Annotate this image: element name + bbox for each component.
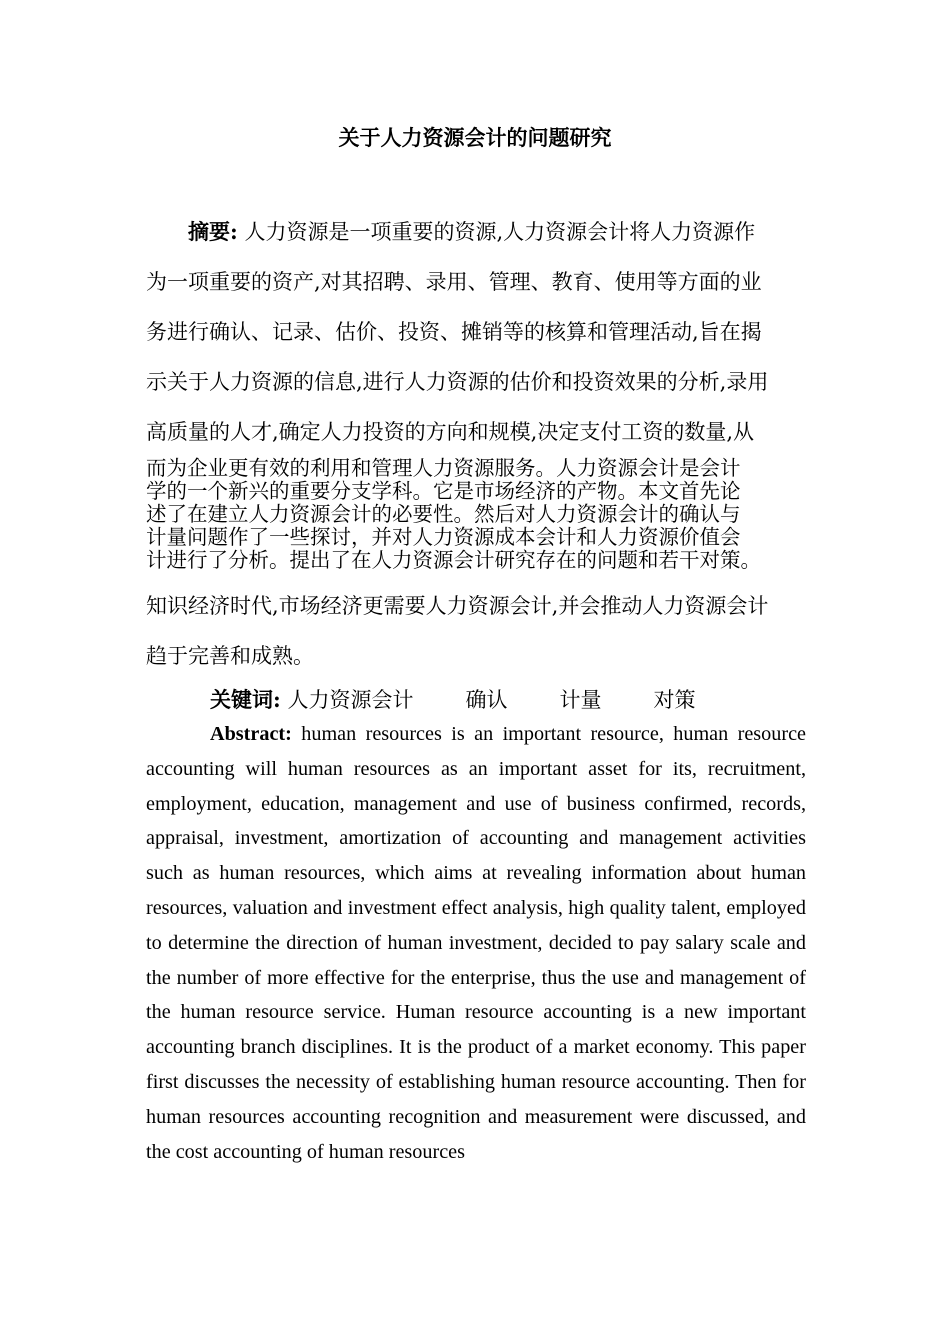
abstract-zh-text: 人力资源是一项重要的资源,人力资源会计将人力资源作 xyxy=(244,220,756,244)
abstract-zh-line-2: 为一项重要的资产,对其招聘、录用、管理、教育、使用等方面的业 xyxy=(146,270,762,294)
abstract-zh-line-7: 学的一个新兴的重要分支学科。它是市场经济的产物。本文首先论 xyxy=(146,479,741,503)
abstract-en-label: Abstract: xyxy=(210,723,292,745)
keyword-term: 对策 xyxy=(653,688,696,712)
abstract-zh-line-3: 务进行确认、记录、估价、投资、摊销等的核算和管理活动,旨在揭 xyxy=(146,320,762,344)
abstract-zh-line-11: 知识经济时代,市场经济更需要人力资源会计,并会推动人力资源会计 xyxy=(146,594,769,618)
keyword-term: 人力资源会计 xyxy=(287,688,414,712)
abstract-zh-line-5: 高质量的人才,确定人力投资的方向和规模,决定支付工资的数量,从 xyxy=(146,420,755,444)
abstract-zh-line-12: 趋于完善和成熟。 xyxy=(146,644,314,668)
keywords-label: 关键词: xyxy=(210,687,281,712)
abstract-zh-line-10: 计进行了分析。提出了在人力资源会计研究存在的问题和若干对策。 xyxy=(146,548,761,572)
abstract-zh-line-4: 示关于人力资源的信息,进行人力资源的估价和投资效果的分析,录用 xyxy=(146,370,769,394)
abstract-zh-line-1 xyxy=(146,218,806,246)
abstract-zh-line-8: 述了在建立人力资源会计的必要性。然后对人力资源会计的确认与 xyxy=(146,502,741,526)
abstract-en-text: human resources is an important resource, human resource accounting will human resources as an important asset for its, recruitment, employment, education, management and use of business confirmed, records, appraisal, investment, amortization of accounting and management activities such as human resources, which aims at revealing information about human resources, valuation and investment effect analysis, high quality talent, employed to determine the direction of human investment, decided to pay salary scale and the number of more effective for the enterprise, thus the use and management of the human resource service. Human resource accounting is a new important accounting branch disciplines. It is the product of a market economy. This paper first discusses the necessity of establishing human resource accounting. Then for human resources accounting recognition and measurement were discussed, and the cost accounting of human resources xyxy=(146,723,806,1163)
keyword-term: 确认 xyxy=(465,688,508,712)
abstract-en xyxy=(146,717,806,1169)
abstract-zh-label: 摘要: xyxy=(188,219,238,244)
keyword-term: 计量 xyxy=(559,688,602,712)
keywords-line xyxy=(210,686,695,714)
abstract-zh-line-9: 计量问题作了一些探讨，并对人力资源成本会计和人力资源价值会 xyxy=(146,525,741,549)
abstract-zh-line-6: 而为企业更有效的利用和管理人力资源服务。人力资源会计是会计 xyxy=(146,456,741,480)
document-title: 关于人力资源会计的问题研究 xyxy=(338,125,612,150)
